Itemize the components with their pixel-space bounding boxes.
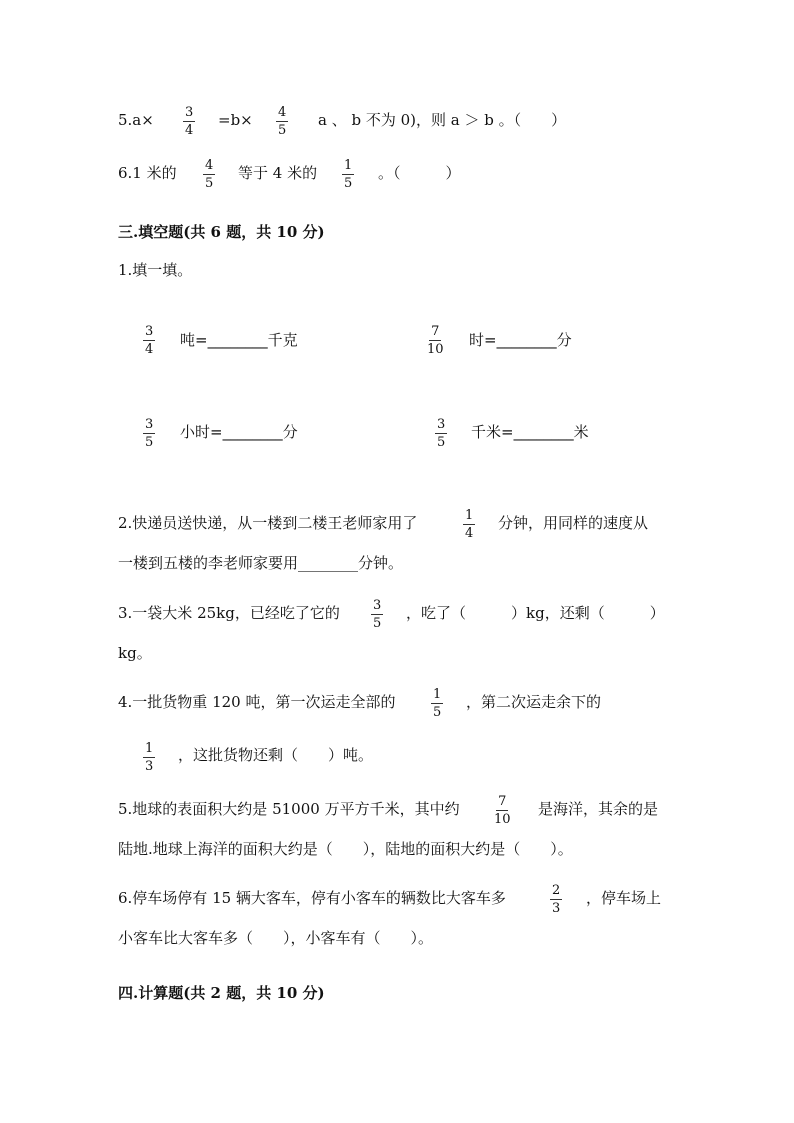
fill-q3-b: ，吃了（ ）kg，还剩（ ） <box>406 604 665 622</box>
fill-q4-c: ，这批货物还剩（ ）吨。 <box>178 746 374 764</box>
fraction: $\frac{7}{10}$ <box>427 324 444 357</box>
fill-q1-title: 1.填一填。 <box>118 261 193 279</box>
fraction: $\frac{4}{5}$ <box>278 105 287 138</box>
section-title: 四.计算题(共 2 题，共 10 分) <box>118 984 325 1002</box>
fill-q6-b: ，停车场上 <box>586 889 662 907</box>
fraction: $\frac{3}{4}$ <box>185 105 194 138</box>
fraction: $\frac{4}{5}$ <box>205 158 214 191</box>
fill-q3-c: kg。 <box>118 644 152 662</box>
judge-q5-cond: a 、 b 不为 0)，则 a ＞ b 。（ ） <box>318 111 567 129</box>
fill-q5-c: 陆地.地球上海洋的面积大约是（ ），陆地的面积大约是（ ）。 <box>118 840 573 858</box>
fill-q1-item: 吨=________千克 <box>180 331 298 349</box>
fill-q4-a: 4.一批货物重 120 吨，第一次运走全部的 <box>118 693 396 711</box>
section-title: 三.填空题(共 6 题，共 10 分) <box>118 223 325 241</box>
fraction: $\frac{7}{10}$ <box>494 794 511 827</box>
fraction: $\frac{1}{5}$ <box>344 158 353 191</box>
fill-q2-a: 2.快递员送快递，从一楼到二楼王老师家用了 <box>118 514 418 532</box>
fraction: $\frac{3}{5}$ <box>373 598 382 631</box>
judge-q5-a: 5.a× <box>118 111 154 129</box>
judge-q6-a: 6.1 米的 <box>118 164 177 182</box>
fill-q6-a: 6.停车场停有 15 辆大客车，停有小客车的辆数比大客车多 <box>118 889 506 907</box>
fill-q5-b: 是海洋，其余的是 <box>538 800 659 818</box>
fill-q5-a: 5.地球的表面积大约是 51000 万平方千米，其中约 <box>118 800 460 818</box>
fraction: $\frac{3}{5}$ <box>437 417 446 450</box>
judge-q5-eq: =b× <box>218 111 253 129</box>
fill-q2-b: 分钟，用同样的速度从 <box>498 514 649 532</box>
fraction: $\frac{1}{3}$ <box>145 741 154 774</box>
fill-q1-item: 时=________分 <box>469 331 572 349</box>
judge-q6-b: 等于 4 米的 <box>238 164 318 182</box>
fraction: $\frac{3}{4}$ <box>145 324 154 357</box>
fill-q6-c: 小客车比大客车多（ ），小客车有（ ）。 <box>118 929 434 947</box>
fill-q3-a: 3.一袋大米 25kg，已经吃了它的 <box>118 604 340 622</box>
fill-q4-b: ，第二次运走余下的 <box>466 693 602 711</box>
fill-q2-c: 一楼到五楼的李老师家要用________分钟。 <box>118 554 404 572</box>
fill-q1-item: 小时=________分 <box>180 423 298 441</box>
fill-q1-item: 千米=________米 <box>471 423 589 441</box>
fraction: $\frac{1}{5}$ <box>433 687 442 720</box>
fraction: $\frac{2}{3}$ <box>552 883 561 916</box>
judge-q6-c: 。（ ） <box>378 164 461 182</box>
fraction: $\frac{1}{4}$ <box>465 508 474 541</box>
fraction: $\frac{3}{5}$ <box>145 417 154 450</box>
